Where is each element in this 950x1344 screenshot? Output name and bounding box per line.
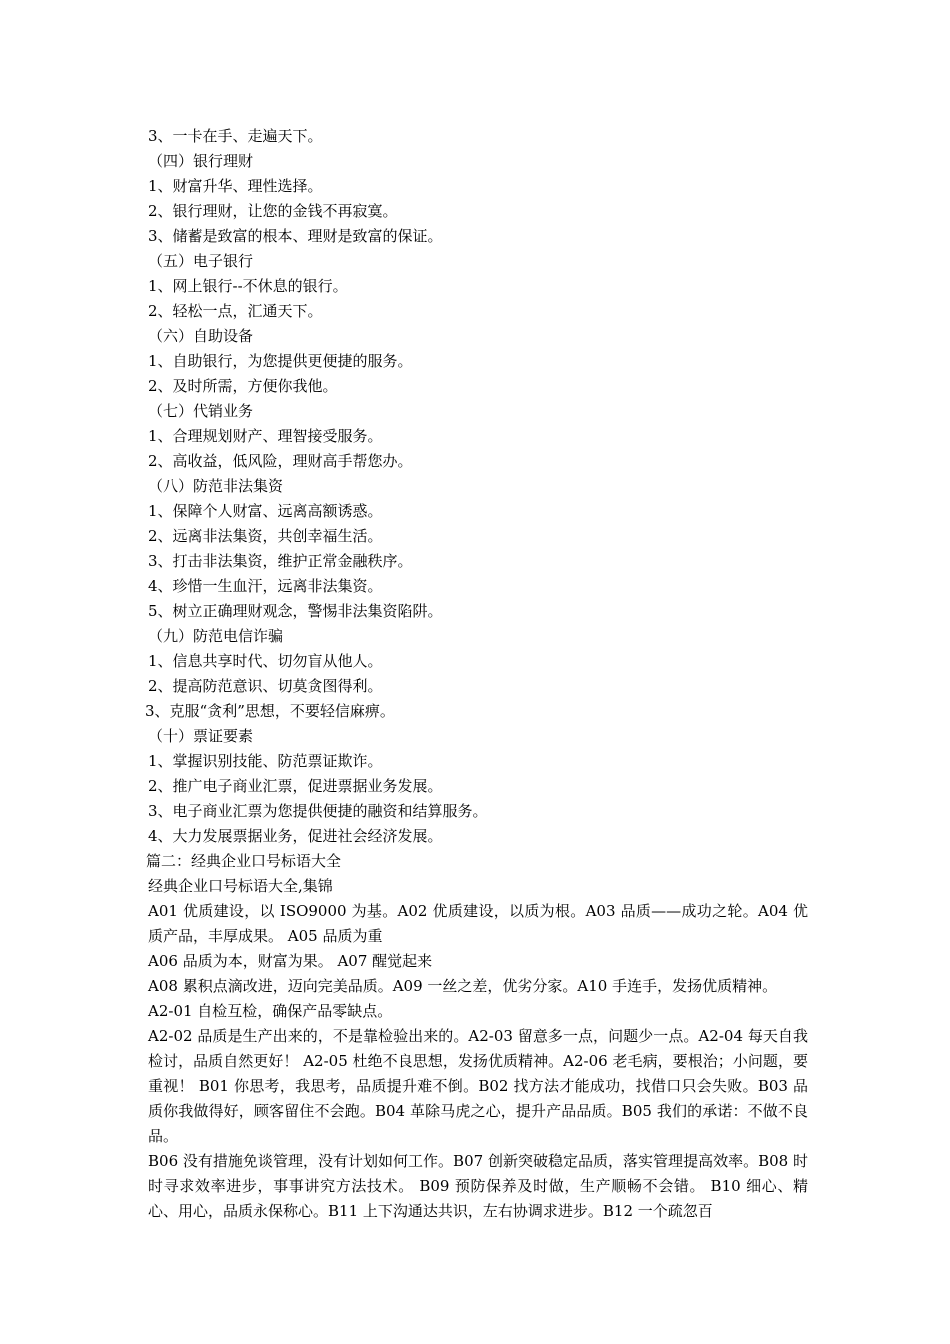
text-line: 2、远离非法集资，共创幸福生活。 — [148, 527, 383, 545]
text-line: 3、储蓄是致富的根本、理财是致富的保证。 — [148, 227, 443, 245]
paragraph: A06 品质为本，财富为果。 A07 醒觉起来 — [148, 952, 433, 970]
text-line: 1、网上银行--不休息的银行。 — [148, 277, 348, 295]
section-heading: （五）电子银行 — [148, 252, 254, 270]
text-line: 2、提高防范意识、切莫贪图得利。 — [148, 677, 383, 695]
paragraph: B06 没有措施免谈管理，没有计划如何工作。B07 创新突破稳定品质，落实管理提高效率。B08 时时寻求效率进步，事事讲究方法技术。 B09 预防保养及时做，生产顺畅不会错。 B10 细心、精心、用心，品质永保称心。B11 上下沟通达共识，左右协调求进步。B12 一个疏忽百 — [148, 1152, 808, 1220]
text-line: 1、保障个人财富、远离高额诱惑。 — [148, 502, 383, 520]
section-heading: （七）代销业务 — [148, 402, 254, 420]
paragraph: A01 优质建设，以 ISO9000 为基。A02 优质建设，以质为根。A03 品质——成功之轮。A04 优质产品，丰厚成果。 A05 品质为重 — [148, 902, 808, 945]
section-heading: （六）自助设备 — [148, 327, 254, 345]
section-heading: （九）防范电信诈骗 — [148, 627, 284, 645]
text-line: 4、大力发展票据业务，促进社会经济发展。 — [148, 827, 443, 845]
paragraph: A2-02 品质是生产出来的，不是靠检验出来的。A2-03 留意多一点，问题少一点。A2-04 每天自我检讨，品质自然更好！ A2-05 杜绝不良思想，发扬优质精神。A2-06 老毛病，要根治；小问题，要重视！ B01 你思考，我思考，品质提升难不倒。B02 找方法才能成功，找借口只会失败。B03 品质你我做得好，顾客留住不会跑。B04 革除马虎之心，提升产品品质。B05 我们的承诺：不做不良品。 — [148, 1027, 808, 1145]
text-line: 2、轻松一点，汇通天下。 — [148, 302, 323, 320]
paragraph: A08 累积点滴改进，迈向完美品质。A09 一丝之差，优劣分家。A10 手连手，发扬优质精神。 — [148, 977, 778, 995]
text-line: 2、银行理财，让您的金钱不再寂寞。 — [148, 202, 398, 220]
text-line: 3、打击非法集资，维护正常金融秩序。 — [148, 552, 413, 570]
text-line: 1、合理规划财产、理智接受服务。 — [148, 427, 383, 445]
text-line: 3、克服“贪利”思想，不要轻信麻痹。 — [145, 702, 395, 720]
text-line: 1、财富升华、理性选择。 — [148, 177, 323, 195]
text-line: 4、珍惜一生血汗，远离非法集资。 — [148, 577, 383, 595]
section-heading: （十）票证要素 — [148, 727, 254, 745]
text-line: 2、推广电子商业汇票，促进票据业务发展。 — [148, 777, 443, 795]
text-line: 5、树立正确理财观念，警惕非法集资陷阱。 — [148, 602, 443, 620]
text-line: 1、掌握识别技能、防范票证欺诈。 — [148, 752, 383, 770]
paragraph: A2-01 自检互检，确保产品零缺点。 — [148, 1002, 393, 1020]
section-heading: （八）防范非法集资 — [148, 477, 284, 495]
text-line: 2、高收益，低风险，理财高手帮您办。 — [148, 452, 413, 470]
text-line: 1、自助银行，为您提供更便捷的服务。 — [148, 352, 413, 370]
text-line: 3、一卡在手、走遍天下。 — [148, 127, 323, 145]
text-line: 3、电子商业汇票为您提供便捷的融资和结算服务。 — [148, 802, 488, 820]
text-line: 2、及时所需，方便你我他。 — [148, 377, 338, 395]
chapter-heading: 篇二：经典企业口号标语大全 — [146, 852, 342, 870]
subtitle-line: 经典企业口号标语大全,集锦 — [148, 877, 333, 895]
text-line: 1、信息共享时代、切勿盲从他人。 — [148, 652, 383, 670]
section-heading: （四）银行理财 — [148, 152, 254, 170]
